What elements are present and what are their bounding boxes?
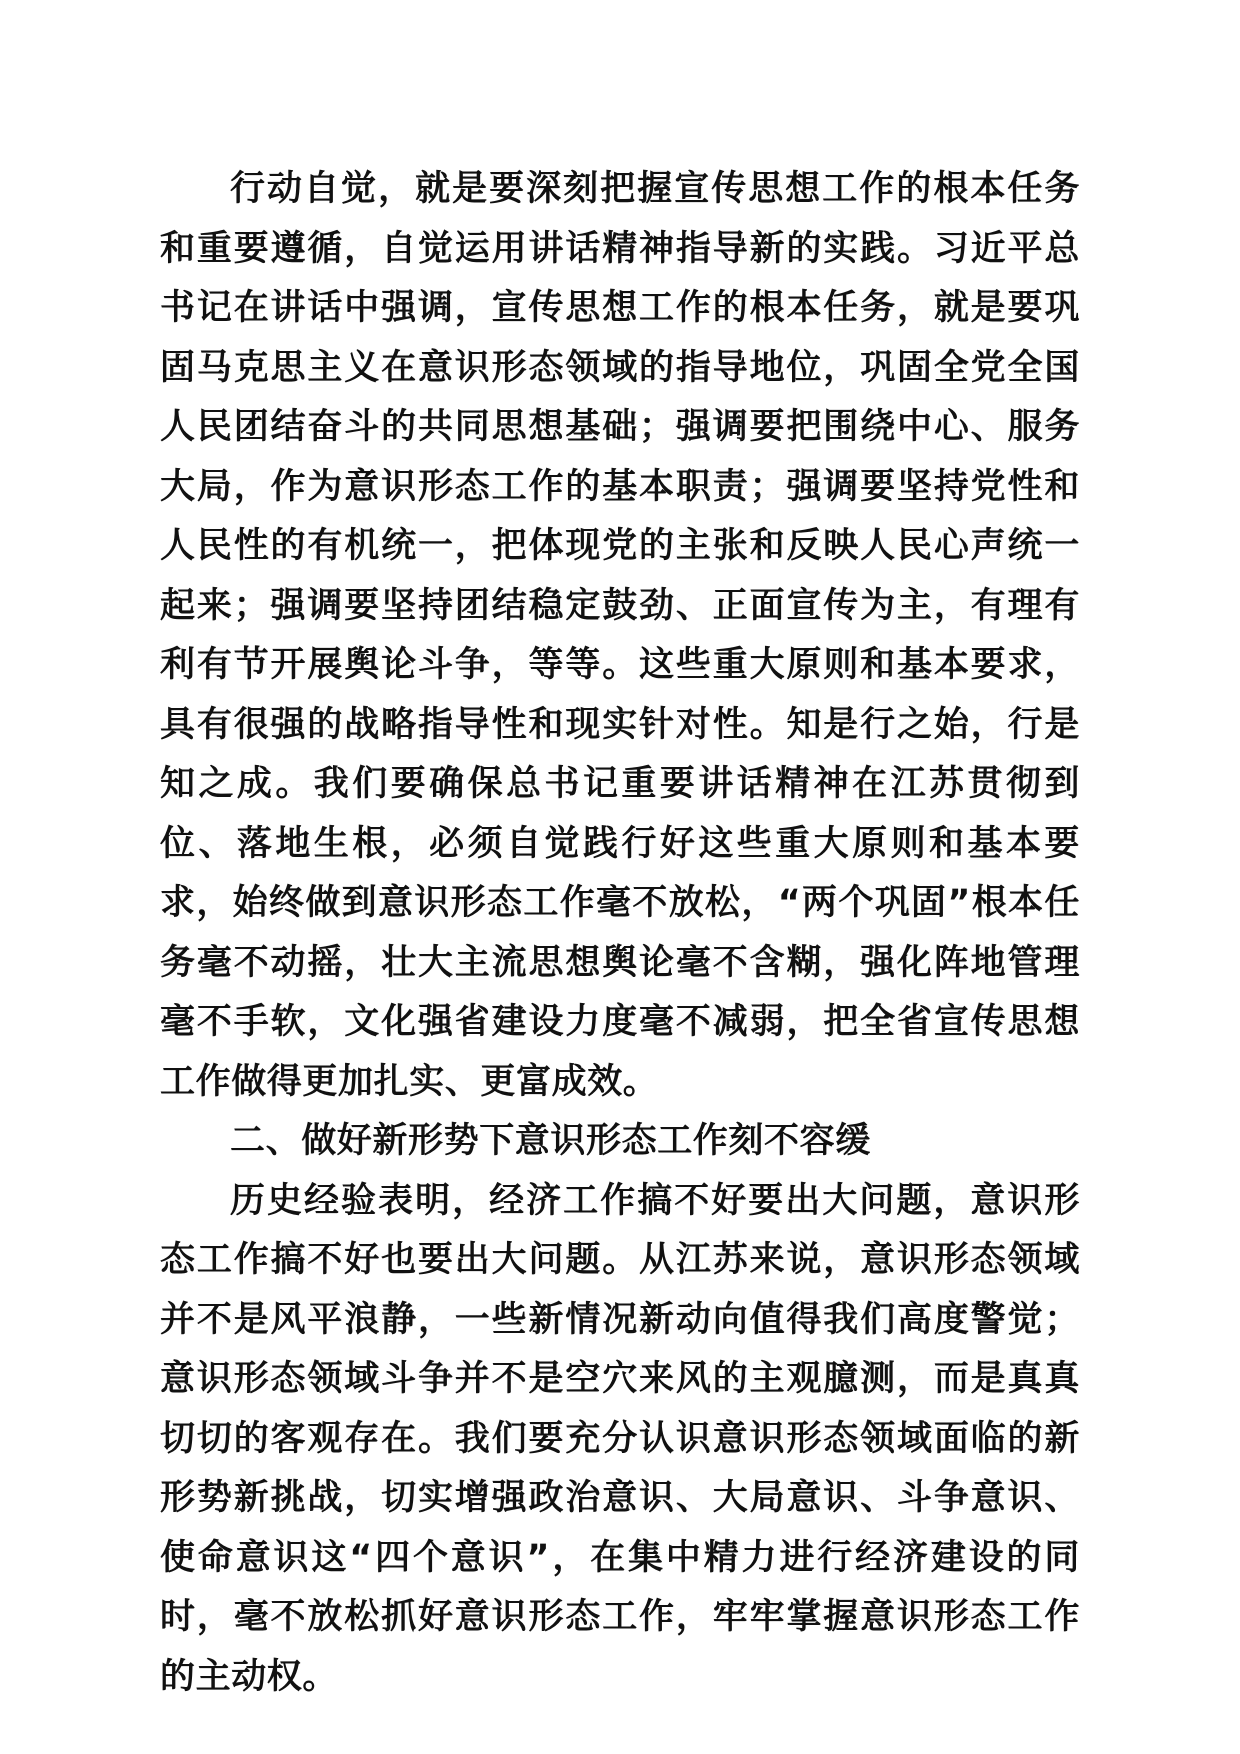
body-paragraph-1: 行动自觉，就是要深刻把握宣传思想工作的根本任务和重要遵循，自觉运用讲话精神指导新的实践。习近平总书记在讲话中强调，宣传思想工作的根本任务，就是要巩固马克思主义在意识形态领域的指导地位，巩固全党全国人民团结奋斗的共同思想基础；强调要把围绕中心、服务大局，作为意识形态工作的基本职责；强调要坚持党性和人民性的有机统一，把体现党的主张和反映人民心声统一起来；强调要坚持团结稳定鼓劲、正面宣传为主，有理有利有节开展舆论斗争，等等。这些重大原则和基本要求，具有很强的战略指导性和现实针对性。知是行之始，行是知之成。我们要确保总书记重要讲话精神在江苏贯彻到位、落地生根，必须自觉践行好这些重大原则和基本要求，始终做到意识形态工作毫不放松，“两个巩固”根本任务毫不动摇，壮大主流思想舆论毫不含糊，强化阵地管理毫不手软，文化强省建设力度毫不减弱，把全省宣传思想工作做得更加扎实、更富成效。 <box>160 169 1080 1102</box>
document-page <box>160 160 1080 1707</box>
section-heading-2: 二、做好新形势下意识形态工作刻不容缓 <box>230 1121 871 1161</box>
body-paragraph-2: 历史经验表明，经济工作搞不好要出大问题，意识形态工作搞不好也要出大问题。从江苏来说，意识形态领域并不是风平浪静，一些新情况新动向值得我们高度警觉；意识形态领域斗争并不是空穴来风的主观臆测，而是真真切切的客观存在。我们要充分认识意识形态领域面临的新形势新挑战，切实增强政治意识、大局意识、斗争意识、使命意识这“四个意识”，在集中精力进行经济建设的同时，毫不放松抓好意识形态工作，牢牢掌握意识形态工作的主动权。 <box>160 1180 1080 1697</box>
